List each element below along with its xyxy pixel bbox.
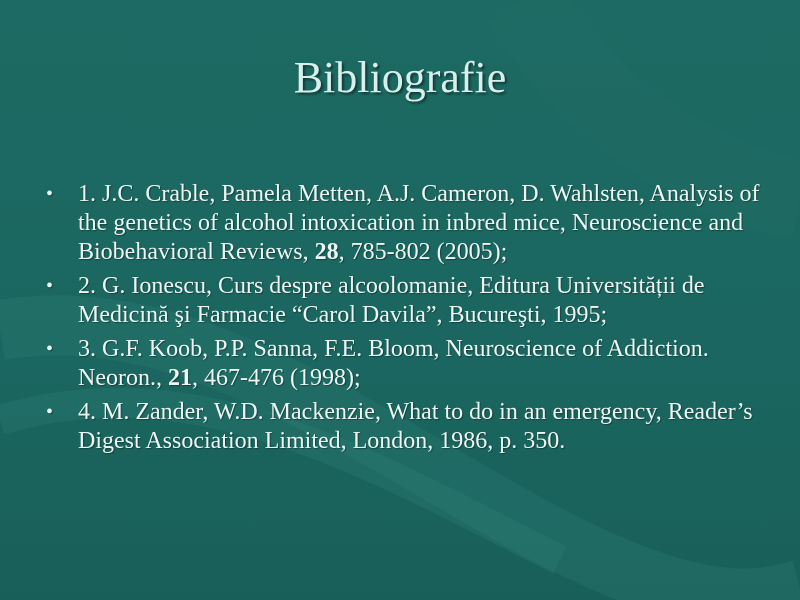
reference-volume: 28	[314, 239, 339, 265]
reference-text: 2. G. Ionescu, Curs despre alcoolomanie, Editura Universității de Medicină şi Farmacie “Carol Davila”, Bucureşti, 1995;	[78, 273, 705, 328]
reference-list	[40, 180, 760, 461]
reference-text: 1. J.C. Crable, Pamela Metten, A.J. Cameron, D. Wahlsten, Analysis of the genetics of alcohol intoxication in inbred mice, Neuroscience and Biobehavioral Reviews,	[78, 181, 760, 265]
reference-item-4	[40, 398, 760, 456]
reference-item-1	[40, 180, 760, 267]
reference-volume: 21	[167, 365, 192, 391]
bullet-icon: •	[46, 275, 54, 297]
bullet-icon: •	[46, 338, 54, 360]
reference-text: 3. G.F. Koob, P.P. Sanna, F.E. Bloom, Neuroscience of Addiction. Neoron.,	[78, 336, 709, 391]
bullet-icon: •	[46, 183, 54, 205]
reference-item-3	[40, 335, 760, 393]
bullet-icon: •	[46, 401, 54, 423]
slide-title: Bibliografie	[293, 53, 507, 102]
reference-item-2	[40, 272, 760, 330]
reference-text-end: , 467-476 (1998);	[191, 365, 361, 391]
reference-text: 4. M. Zander, W.D. Mackenzie, What to do in an emergency, Reader’s Digest Association Limited, London, 1986, p. 350.	[78, 399, 753, 454]
reference-text-end: , 785-802 (2005);	[338, 239, 508, 265]
